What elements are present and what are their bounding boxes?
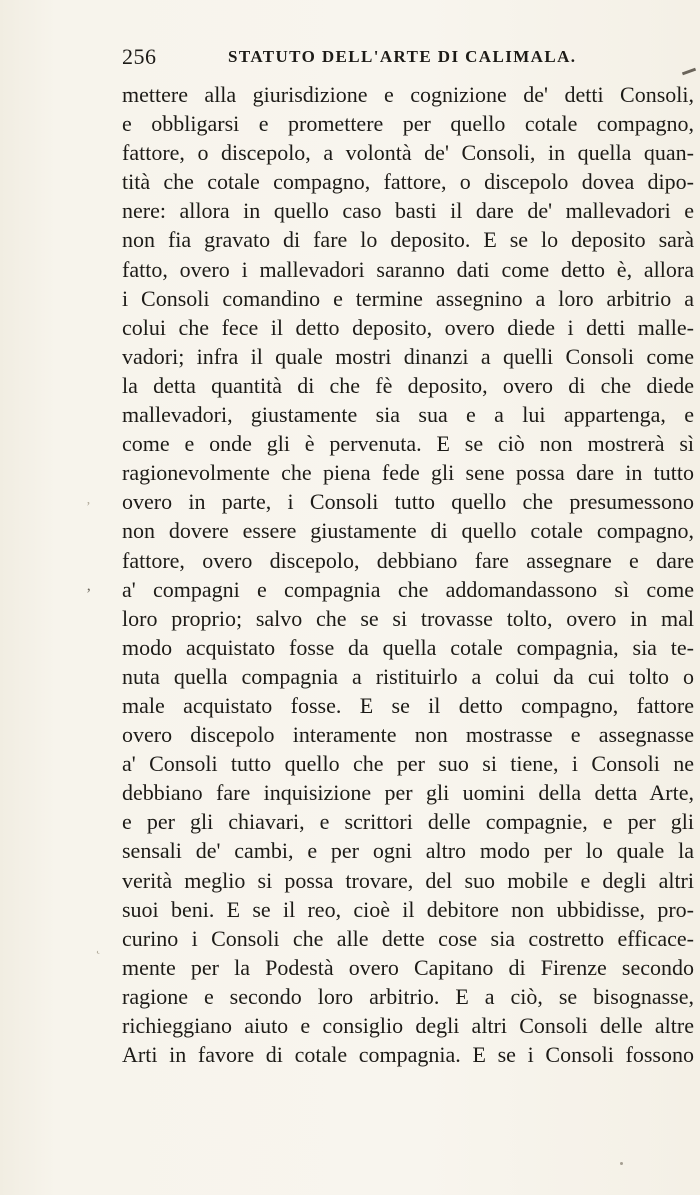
text-line: overo discepolo interamente non mostrasse e assegnasse (122, 722, 694, 748)
page-header (122, 44, 582, 78)
text-line: curino i Consoli che alle dette cose sia costretto efficace- (122, 925, 694, 951)
text-line: fattore, o discepolo, a volontà de' Consoli, in quella quan- (122, 140, 694, 166)
text-line: mente per la Podestà overo Capitano di Firenze secondo (122, 954, 694, 980)
text-line: tità che cotale compagno, fattore, o discepolo dovea dipo- (122, 169, 694, 195)
text-line: fatto, overo i mallevadori saranno dati come detto è, allora (122, 256, 694, 282)
text-line: colui che fece il detto deposito, overo diede i detti malle- (122, 314, 694, 340)
body-text (122, 80, 694, 1069)
corner-ink-mark (682, 68, 696, 76)
text-line: i Consoli comandino e termine assegnino a loro arbitrio a (122, 285, 694, 311)
page-number: 256 (122, 44, 157, 69)
text-line: sensali de' cambi, e per ogni altro modo per lo quale la (122, 838, 694, 864)
margin-tick-mark: ʼ (86, 586, 92, 603)
text-line: male acquistato fosse. E se il detto compagno, fattore (122, 692, 694, 718)
text-line: richieggiano aiuto e consiglio degli altri Consoli delle altre (122, 1013, 694, 1038)
text-line: come e onde gli è pervenuta. E se ciò non mostrerà sì (122, 431, 694, 457)
text-line: fattore, overo discepolo, debbiano fare assegnare e dare (122, 547, 694, 573)
text-line: mallevadori, giustamente sia sua e a lui appartenga, e (122, 402, 694, 428)
text-line: ragionevolmente che piena fede gli sene possa dare in tutto (122, 460, 694, 486)
text-line: modo acquistato fosse da quella cotale compagnia, sia te- (122, 634, 694, 660)
text-line: Arti in favore di cotale compagnia. E se i Consoli fossono (122, 1042, 694, 1068)
text-line: loro proprio; salvo che se si trovasse tolto, overo in mal (122, 605, 694, 631)
text-line: verità meglio si possa trovare, del suo mobile e degli altri (122, 867, 694, 893)
margin-tick-mark: ʼ (86, 500, 91, 515)
margin-tick-mark: ˛ (96, 940, 101, 955)
text-line: a' compagni e compagnia che addomandassono sì come (122, 576, 694, 602)
page-speck (620, 1162, 623, 1165)
text-line: suoi beni. E se il reo, cioè il debitore non ubbidisse, pro- (122, 896, 694, 922)
text-line: a' Consoli tutto quello che per suo si tiene, i Consoli ne (122, 751, 694, 777)
text-line: la detta quantità di che fè deposito, overo di che diede (122, 372, 694, 398)
running-title: STATUTO DELL'ARTE DI CALIMALA. (228, 47, 577, 66)
text-line: mettere alla giurisdizione e cognizione de' detti Consoli, (122, 82, 694, 107)
text-line: e obbligarsi e promettere per quello cotale compagno, (122, 111, 694, 137)
text-line: nere: allora in quello caso basti il dare de' mallevadori e (122, 198, 694, 224)
text-line: ragione e secondo loro arbitrio. E a ciò, se bisognasse, (122, 983, 694, 1009)
text-line: non dovere essere giustamente di quello cotale compagno, (122, 518, 694, 544)
text-line: vadori; infra il quale mostri dinanzi a quelli Consoli come (122, 343, 694, 369)
text-line: debbiano fare inquisizione per gli uomini della detta Arte, (122, 780, 694, 806)
text-line: e per gli chiavari, e scrittori delle compagnie, e per gli (122, 809, 694, 835)
text-line: nuta quella compagnia a ristituirlo a colui da cui tolto o (122, 663, 694, 689)
text-line: non fia gravato di fare lo deposito. E se lo deposito sarà (122, 227, 694, 253)
text-line: overo in parte, i Consoli tutto quello che presumessono (122, 489, 694, 515)
